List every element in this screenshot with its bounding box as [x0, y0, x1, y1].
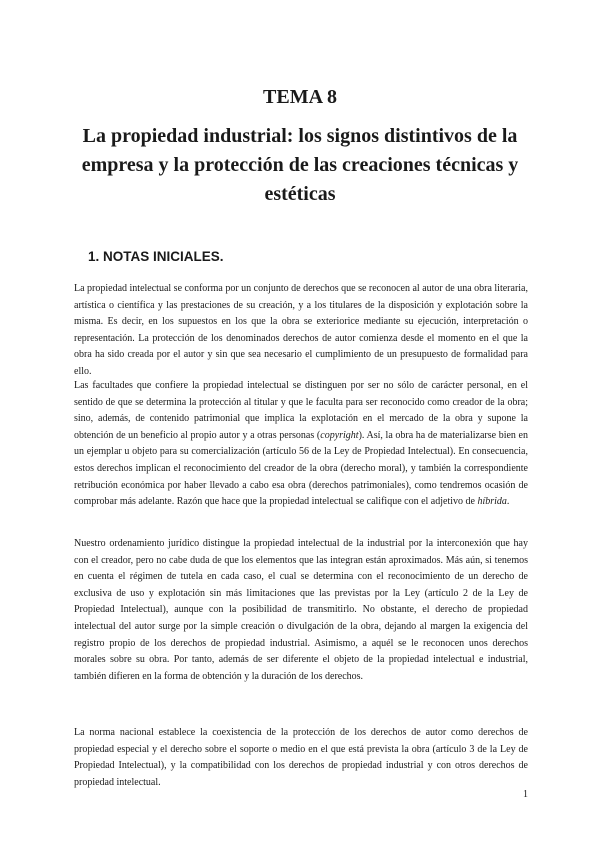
paragraph-2-part-b: ). Así, la obra ha de materializarse bien en un ejemplar u objeto para su comercialización (artículo 56 de la Ley de Propiedad Intelectual). En consecuencia, estos derechos implican el reconocimiento del creador de la obra (derecho moral), y también la correspondiente retribución económica por haber llevado a cabo esa obra (derechos patrimoniales), como tendremos ocasión de comprobar más adelante. Razón que hace que la propiedad intelectual se califique con el adjetivo de	[74, 429, 528, 508]
paragraph-4-text: La norma nacional establece la coexistencia de la protección de los derechos de autor como derechos de propiedad especial y el derecho sobre el soporte o medio en el que está prevista la obra (artículo 3 de la Ley de Propiedad Intelectual), y la compatibilidad con los derechos de propiedad industrial y con otros derechos de propiedad intelectual.	[74, 727, 528, 788]
paragraph-2-text	[74, 378, 528, 511]
page-number: 1	[523, 789, 528, 800]
paragraph-1-text: La propiedad intelectual se conforma por un conjunto de derechos que se reconocen al autor de una obra literaria, artística o científica y las prestaciones de su creación, y a los titulares de la disposición y explotación sobre la misma. Es decir, en los supuestos en los que la obra se exteriorice mediante su ejecución, interpretación o representación. La protección de los denominados derechos de autor comienza desde el momento en el que la obra ha sido creada por el autor y sin que sea necesario el cumplimiento de un presupuesto de formalidad para ello.	[74, 283, 528, 377]
chapter-number: TEMA 8	[263, 86, 337, 108]
hibrida-term: híbrida	[477, 496, 507, 508]
paragraph-2	[74, 378, 528, 511]
section-heading: 1. NOTAS INICIALES.	[88, 249, 224, 264]
paragraph-4	[74, 725, 528, 791]
paragraph-2-part-a: Las facultades que confiere la propiedad intelectual se distinguen por ser no sólo de carácter personal, en el sentido de que se determina la protección al titular y que le faculta para ser reconocido como creador de la obra; sino, además, de contenido patrimonial que implica la explotación en el mercado de la obra y supone la obtención de un beneficio al propio autor y a otras personas (	[74, 380, 528, 441]
paragraph-3-text: Nuestro ordenamiento jurídico distingue la propiedad intelectual de la industrial por la interconexión que hay con el creador, pero no cabe duda de que los elementos que las integran están aproximados. Más aún, si tenemos en cuenta el régimen de tutela en cada caso, el cual se determina con el reconocimiento de un derecho de exclusiva de uso y explotación sin más limitaciones que las previstas por la Ley (artículo 2 de la Ley de Propiedad Intelectual), aunque con la posibilidad de transmitirlo. No obstante, el derecho de propiedad intelectual del autor surge por la simple creación o divulgación de la obra, dejando al margen la exigencia del registro propio de los derechos de propiedad industrial. Asimismo, a aquél se le reconocen unos derechos morales sobre su obra. Por tanto, además de ser diferente el objeto de la propiedad intelectual e industrial, también difieren en la forma de obtención y la duración de los derechos.	[74, 538, 528, 682]
copyright-term: copyright	[320, 429, 359, 441]
paragraph-1	[74, 281, 528, 381]
paragraph-2-part-c: .	[506, 496, 510, 508]
chapter-title: La propiedad industrial: los signos distintivos de la empresa y la protección de las creaciones técnicas y estéticas	[81, 125, 519, 205]
paragraph-3	[74, 536, 528, 685]
